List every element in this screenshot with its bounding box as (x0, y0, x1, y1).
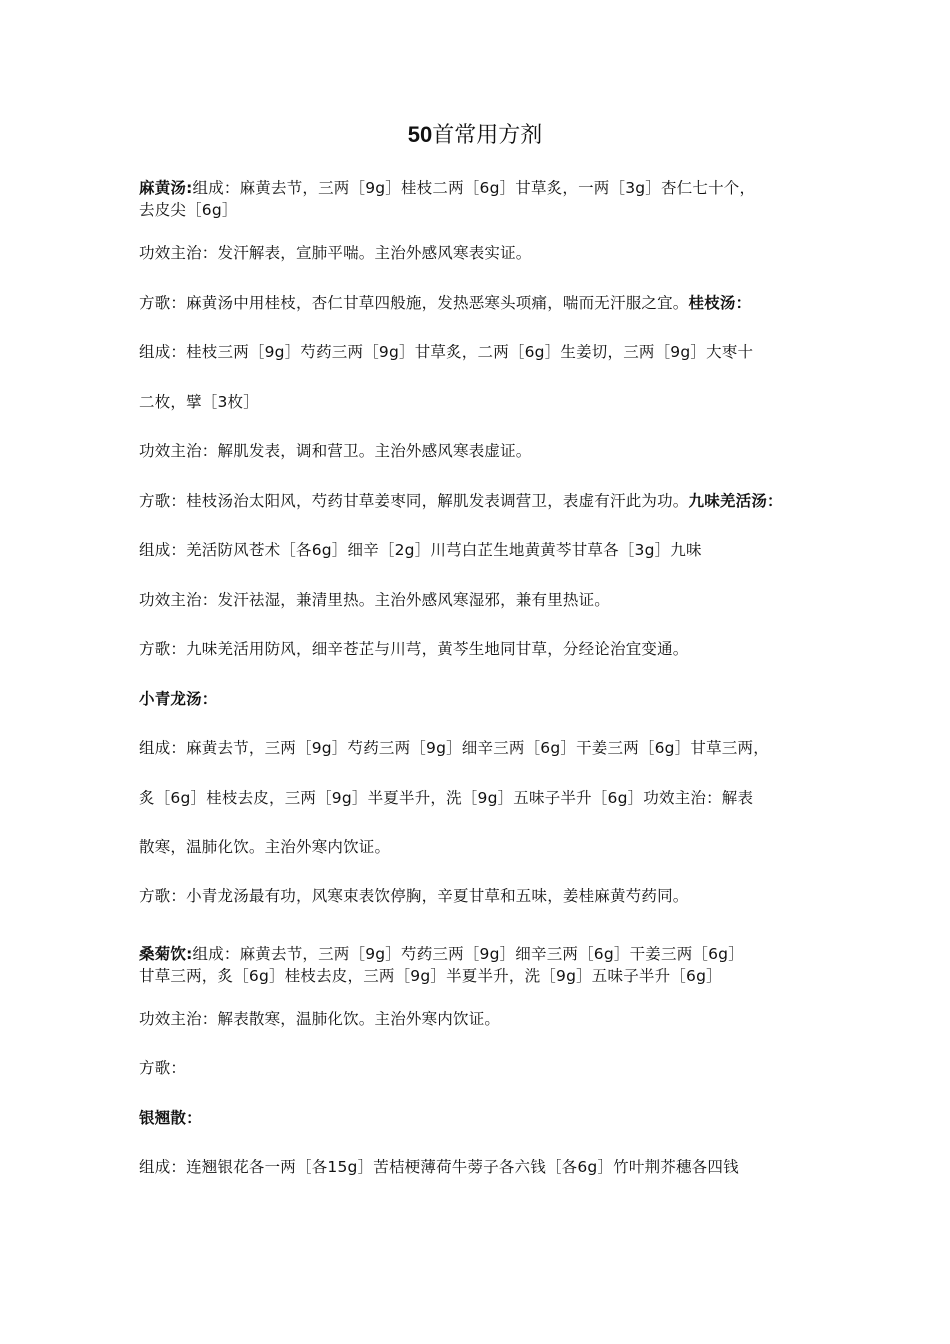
formula-name: 小青龙汤： (139, 690, 218, 708)
text-line: 炙［6g］桂枝去皮，三两［9g］半夏半升，洗［9g］五味子半升［6g］功效主治：解表 (139, 789, 754, 807)
text-line: 功效主治：发汗解表，宣肺平喘。主治外感风寒表实证。 (139, 244, 532, 262)
text-line: 方歌：桂枝汤治太阳风，芍药甘草姜枣同，解肌发表调营卫，表虚有汗此为功。九味羌活汤： (139, 492, 783, 510)
text-line: 功效主治：解表散寒，温肺化饮。主治外寒内饮证。 (139, 1010, 501, 1028)
text-line: 桑菊饮:组成：麻黄去节，三两［9g］芍药三两［9g］细辛三两［6g］干姜三两［6g］ (139, 945, 744, 963)
page-title (0, 120, 950, 151)
text-line: 方歌： (139, 1059, 187, 1077)
text-line: 甘草三两，炙［6g］桂枝去皮，三两［9g］半夏半升，洗［9g］五味子半升［6g］ (139, 967, 722, 985)
text-line: 散寒，温肺化饮。主治外寒内饮证。 (139, 838, 391, 856)
title-number: 50 (407, 122, 433, 147)
title-text: 首常用方剂 (432, 123, 543, 148)
formula-name: 麻黄汤: (139, 179, 193, 197)
text-line: 组成：连翘银花各一两［各15g］苦桔梗薄荷牛蒡子各六钱［各6g］竹叶荆芥穗各四钱 (139, 1158, 739, 1176)
text-line (139, 688, 839, 710)
text-line: 功效主治：发汗祛湿，兼清里热。主治外感风寒湿邪，兼有里热证。 (139, 591, 611, 609)
text-line: 二枚，擘［3枚］ (139, 393, 259, 411)
text-line: 去皮尖［6g］ (139, 201, 238, 219)
text-line: 组成：麻黄去节，三两［9g］芍药三两［9g］细辛三两［6g］干姜三两［6g］甘草三两， (139, 739, 769, 757)
text-line: 方歌：麻黄汤中用桂枝，杏仁甘草四般施，发热恶寒头项痛，喘而无汗服之宜。桂枝汤： (139, 294, 752, 312)
formula-name: 银翘散： (139, 1109, 202, 1127)
text-line: 组成：羌活防风苍术［各6g］细辛［2g］川芎白芷生地黄黄芩甘草各［3g］九味 (139, 541, 702, 559)
formula-name: 桑菊饮: (139, 945, 193, 963)
text-line: 方歌：小青龙汤最有功，风寒束表饮停胸，辛夏甘草和五味，姜桂麻黄芍药同。 (139, 887, 689, 905)
text-line: 组成：桂枝三两［9g］芍药三两［9g］甘草炙，二两［6g］生姜切，三两［9g］大枣十 (139, 343, 754, 361)
text-line: 功效主治：解肌发表，调和营卫。主治外感风寒表虚证。 (139, 442, 532, 460)
formula-name: 桂枝汤： (688, 294, 752, 312)
text-line (139, 1107, 839, 1129)
formula-name: 九味羌活汤： (688, 492, 783, 510)
text-line: 方歌：九味羌活用防风，细辛苍芷与川芎，黄芩生地同甘草，分经论治宜变通。 (139, 640, 689, 658)
text-line: 麻黄汤:组成：麻黄去节，三两［9g］桂枝二两［6g］甘草炙，一两［3g］杏仁七十个， (139, 179, 756, 197)
